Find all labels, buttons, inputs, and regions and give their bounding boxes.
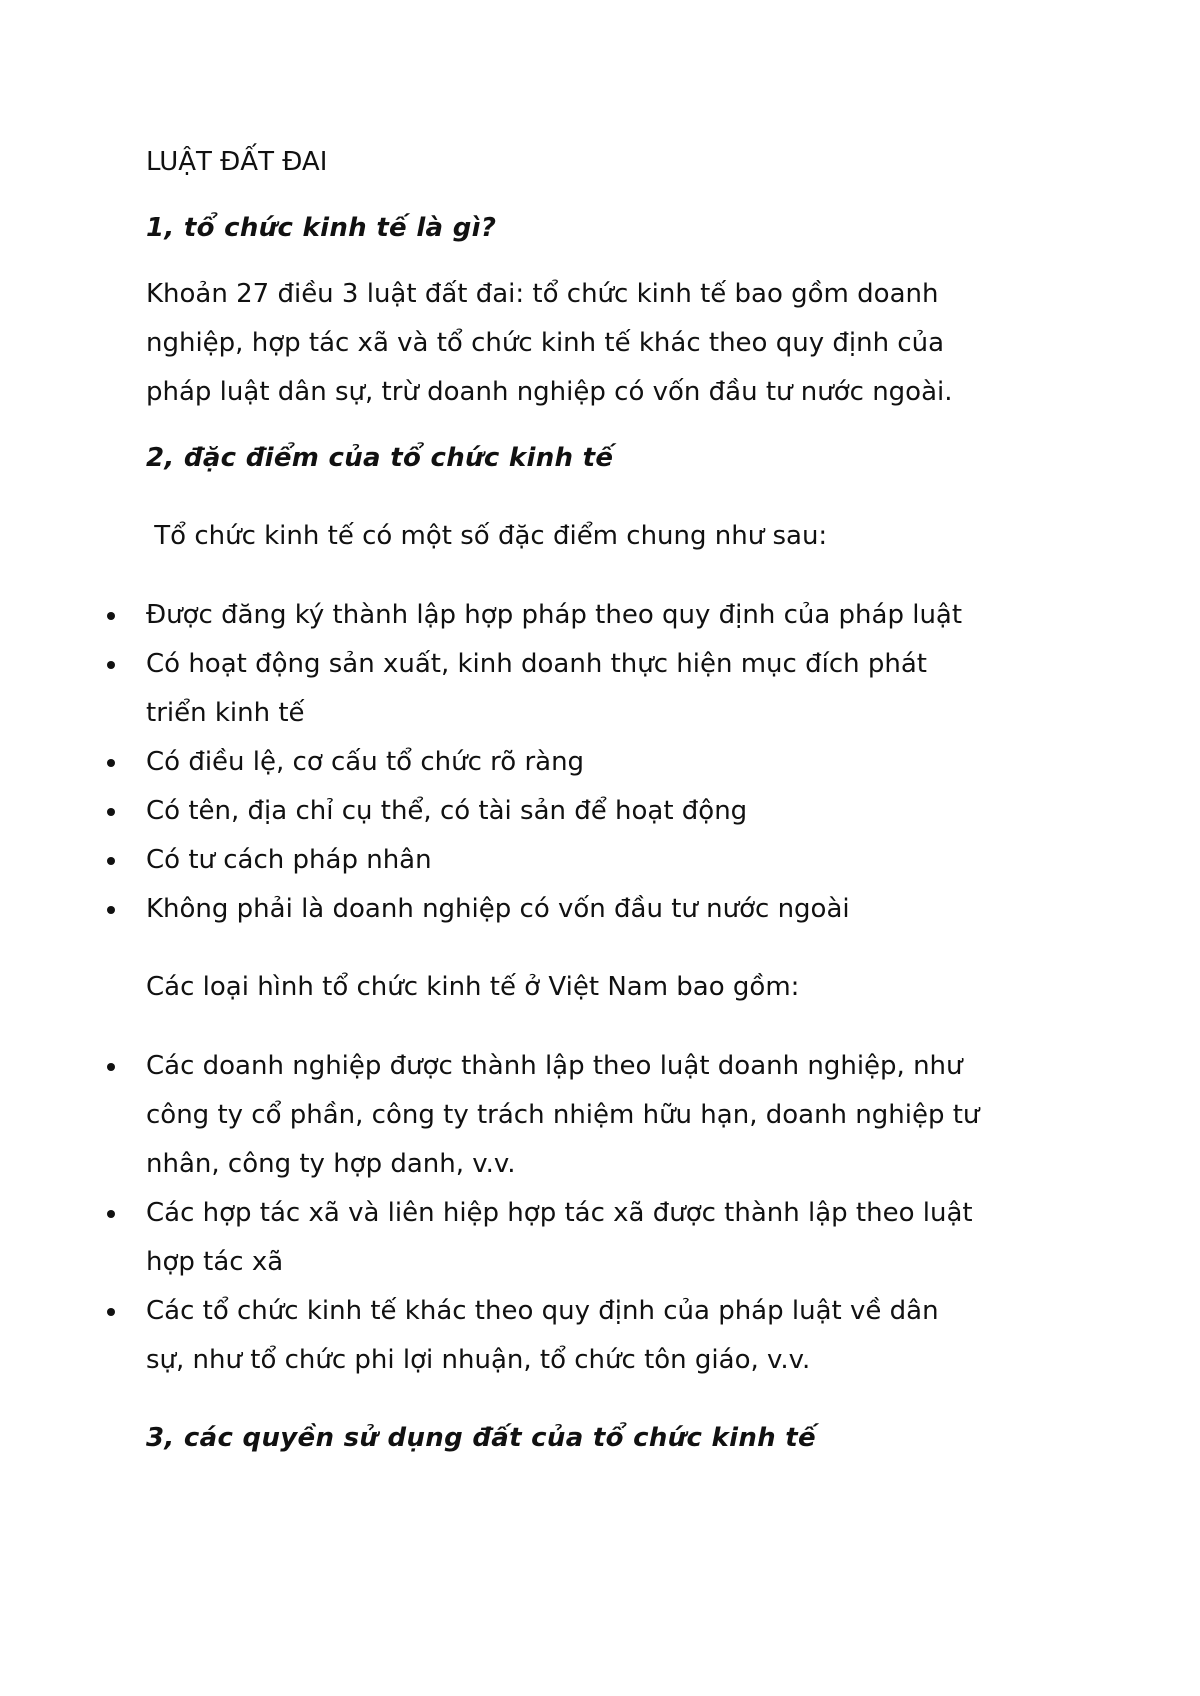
bullet-icon xyxy=(107,808,115,816)
section-1-line-3: pháp luật dân sự, trừ doanh nghiệp có vốn đầu tư nước ngoài. xyxy=(146,377,953,407)
section-2-heading: 2, đặc điểm của tổ chức kinh tế xyxy=(146,443,614,473)
type-item-2: Các hợp tác xã và liên hiệp hợp tác xã được thành lập theo luật xyxy=(146,1198,973,1228)
feature-item-5: Có tư cách pháp nhân xyxy=(146,845,432,875)
bullet-icon xyxy=(107,1308,115,1316)
section-1-line-1: Khoản 27 điều 3 luật đất đai: tổ chức kinh tế bao gồm doanh xyxy=(146,279,939,309)
type-item-2-cont: hợp tác xã xyxy=(146,1247,284,1277)
type-item-3: Các tổ chức kinh tế khác theo quy định của pháp luật về dân xyxy=(146,1296,939,1326)
section-1-heading: 1, tổ chức kinh tế là gì? xyxy=(146,213,497,243)
feature-item-6: Không phải là doanh nghiệp có vốn đầu tư nước ngoài xyxy=(146,894,850,924)
section-2-intro: Tổ chức kinh tế có một số đặc điểm chung như sau: xyxy=(146,521,828,551)
bullet-icon xyxy=(107,857,115,865)
feature-item-4: Có tên, địa chỉ cụ thể, có tài sản để hoạt động xyxy=(146,796,748,826)
bullet-icon xyxy=(107,1063,115,1071)
bullet-icon xyxy=(107,759,115,767)
type-item-1-cont-1: công ty cổ phần, công ty trách nhiệm hữu hạn, doanh nghiệp tư xyxy=(146,1100,980,1130)
type-item-1-cont-2: nhân, công ty hợp danh, v.v. xyxy=(146,1149,516,1179)
feature-item-2: Có hoạt động sản xuất, kinh doanh thực hiện mục đích phát xyxy=(146,649,927,679)
bullet-icon xyxy=(107,906,115,914)
section-1-line-2: nghiệp, hợp tác xã và tổ chức kinh tế khác theo quy định của xyxy=(146,328,945,358)
bullet-icon xyxy=(107,661,115,669)
feature-item-2-cont: triển kinh tế xyxy=(146,698,305,728)
document-title: LUẬT ĐẤT ĐAI xyxy=(146,147,328,177)
types-intro: Các loại hình tổ chức kinh tế ở Việt Nam bao gồm: xyxy=(146,972,800,1002)
type-item-3-cont: sự, như tổ chức phi lợi nhuận, tổ chức tôn giáo, v.v. xyxy=(146,1345,811,1375)
feature-item-1: Được đăng ký thành lập hợp pháp theo quy định của pháp luật xyxy=(146,600,963,630)
bullet-icon xyxy=(107,1210,115,1218)
section-3-heading: 3, các quyền sử dụng đất của tổ chức kinh tế xyxy=(146,1423,816,1453)
type-item-1: Các doanh nghiệp được thành lập theo luật doanh nghiệp, như xyxy=(146,1051,963,1081)
feature-item-3: Có điều lệ, cơ cấu tổ chức rõ ràng xyxy=(146,747,585,777)
bullet-icon xyxy=(107,612,115,620)
